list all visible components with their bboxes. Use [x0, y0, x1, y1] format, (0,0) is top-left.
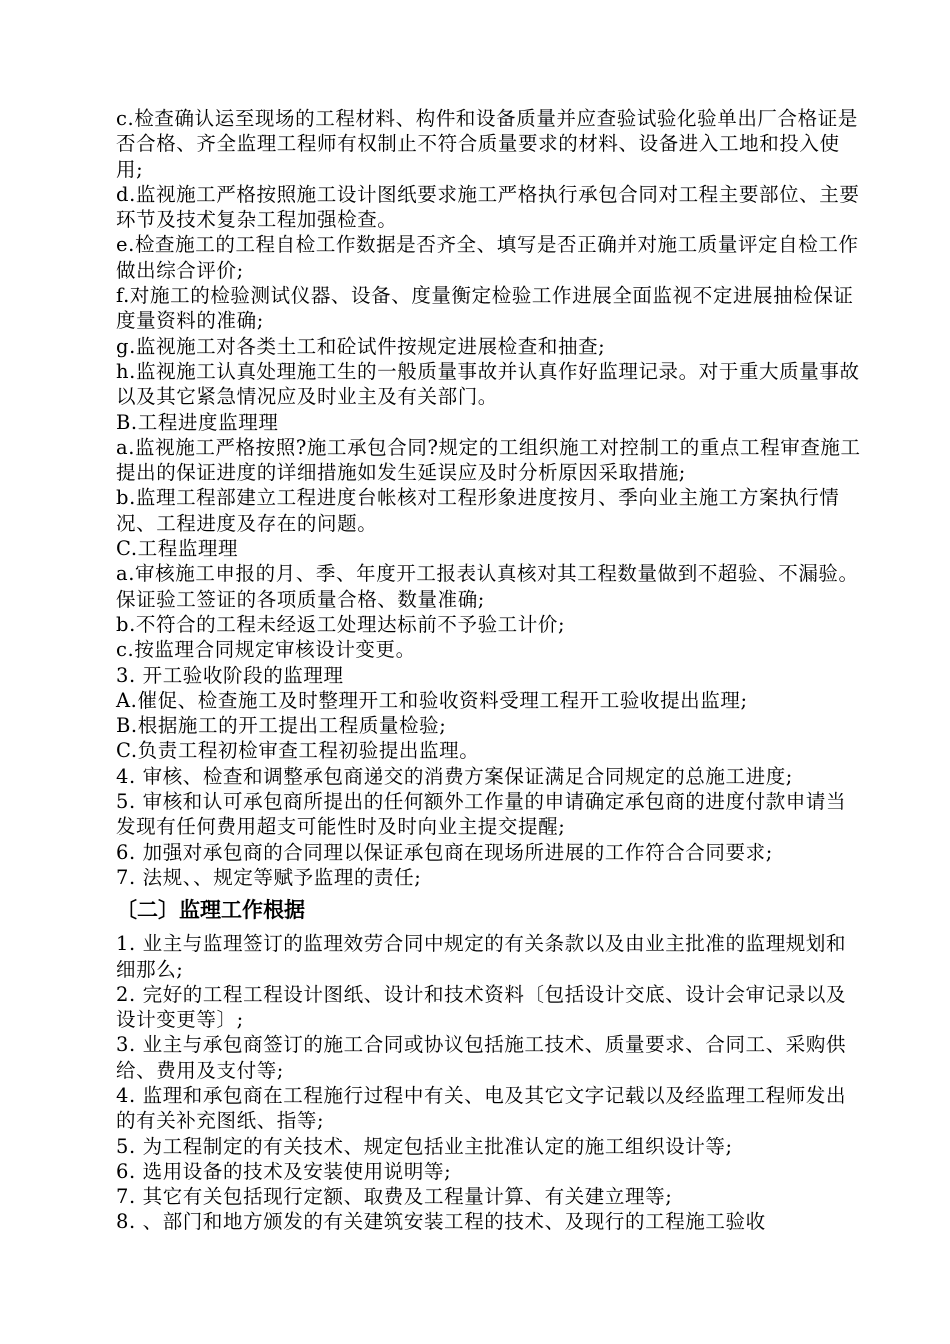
paragraph-c-b-rework: b.不符合的工程未经返工处理达标前不予验工计价; [116, 612, 566, 636]
list-item-4: 4. 监理和承包商在工程施行过程中有关、电及其它文字记载以及经监理工程师发出的有关补充图纸、指等; [116, 1083, 847, 1133]
subheading-3-acceptance: 3. 开工验收阶段的监理理 [116, 663, 344, 687]
list-item-7: 7. 其它有关包括现行定额、取费及工程量计算、有关建立理等; [116, 1185, 673, 1209]
paragraph-7-regulations: 7. 法规、、规定等赋予监理的责任; [116, 865, 422, 889]
subheading-c-engineering: C.工程监理理 [116, 537, 239, 561]
paragraph-c-a-report-review: a.审核施工申报的月、季、年度开工报表认真核对其工程数量做到不超验、不漏验。保证验工签证的各项质量合格、数量准确; [116, 562, 859, 611]
document-page [116, 106, 866, 1235]
list-item-1: 1. 业主与监理签订的监理效劳合同中规定的有关条款以及由业主批准的监理规划和细那么; [116, 932, 847, 981]
subheading-b-progress: B.工程进度监理理 [116, 410, 279, 434]
paragraph-g-specimen-check: g.监视施工对各类土工和砼试件按规定进展检查和抽查; [116, 334, 606, 358]
list-item-2: 2. 完好的工程工程设计图纸、设计和技术资料〔包括设计交底、设计会审记录以及设计变更等〕; [116, 982, 847, 1032]
list-item-6: 6. 选用设备的技术及安装使用说明等; [116, 1159, 452, 1183]
section-2-heading: 〔二〕监理工作根据 [116, 898, 305, 923]
paragraph-c-material-check: c.检查确认运至现场的工程材料、构件和设备质量并应查验试验化验单出厂合格证是否合格、齐全监理工程师有权制止不符合质量要求的材料、设备进入工地和投入使用; [116, 107, 858, 181]
paragraph-4-plan-review: 4. 审核、检查和调整承包商递交的消费方案保证满足合同规定的总施工进度; [116, 764, 793, 788]
paragraph-h-quality-accident: h.监视施工认真处理施工生的一般质量事故并认真作好监理记录。对于重大质量事故以及其它紧急情况应及时业主及有关部门。 [116, 359, 860, 409]
section-1-body [116, 106, 866, 890]
section-2-body [116, 931, 866, 1235]
paragraph-6-contract: 6. 加强对承包商的合同理以保证承包商在现场所进展的工作符合合同要求; [116, 840, 773, 864]
paragraph-b-a-schedule: a.监视施工严格按照?施工承包合同?规定的工组织施工对控制工的重点工程审查施工提出的保证进度的详细措施如发生延误应及时分析原因采取措施; [116, 435, 861, 485]
paragraph-5-extra-work: 5. 审核和认可承包商所提出的任何额外工作量的申请确定承包商的进度付款申请当发现有任何费用超支可能性时及时向业主提交提醒; [116, 790, 847, 839]
list-item-3: 3. 业主与承包商签订的施工合同或协议包括施工技术、质量要求、合同工、采购供给、费用及支付等; [116, 1033, 847, 1082]
list-item-8: 8. 、部门和地方颁发的有关建筑安装工程的技术、及现行的工程施工验收 [116, 1210, 766, 1234]
paragraph-d-construction-supervision: d.监视施工严格按照施工设计图纸要求施工严格执行承包合同对工程主要部位、主要环节及技术复杂工程加强检查。 [116, 182, 860, 232]
paragraph-e-self-inspection: e.检查施工的工程自检工作数据是否齐全、填写是否正确并对施工质量评定自检工作做出综合评价; [116, 233, 859, 282]
paragraph-c-c-design-change: c.按监理合同规定审核设计变更。 [116, 638, 416, 662]
list-item-5: 5. 为工程制定的有关技术、规定包括业主批准认定的施工组织设计等; [116, 1134, 733, 1158]
paragraph-f-instrument-check: f.对施工的检验测试仪器、设备、度量衡定检验工作进展全面监视不定进展抽检保证度量资料的准确; [116, 284, 854, 333]
paragraph-b-b-progress-ledger: b.监理工程部建立工程进度台帐核对工程形象进度按月、季向业主施工方案执行情况、工程进度及存在的问题。 [116, 486, 840, 535]
paragraph-3-c-initial-check: C.负责工程初检审查工程初验提出监理。 [116, 739, 480, 763]
paragraph-3-a-urge: A.催促、检查施工及时整理开工和验收资料受理工程开工验收提出监理; [116, 688, 748, 712]
paragraph-3-b-inspection: B.根据施工的开工提出工程质量检验; [116, 714, 447, 738]
